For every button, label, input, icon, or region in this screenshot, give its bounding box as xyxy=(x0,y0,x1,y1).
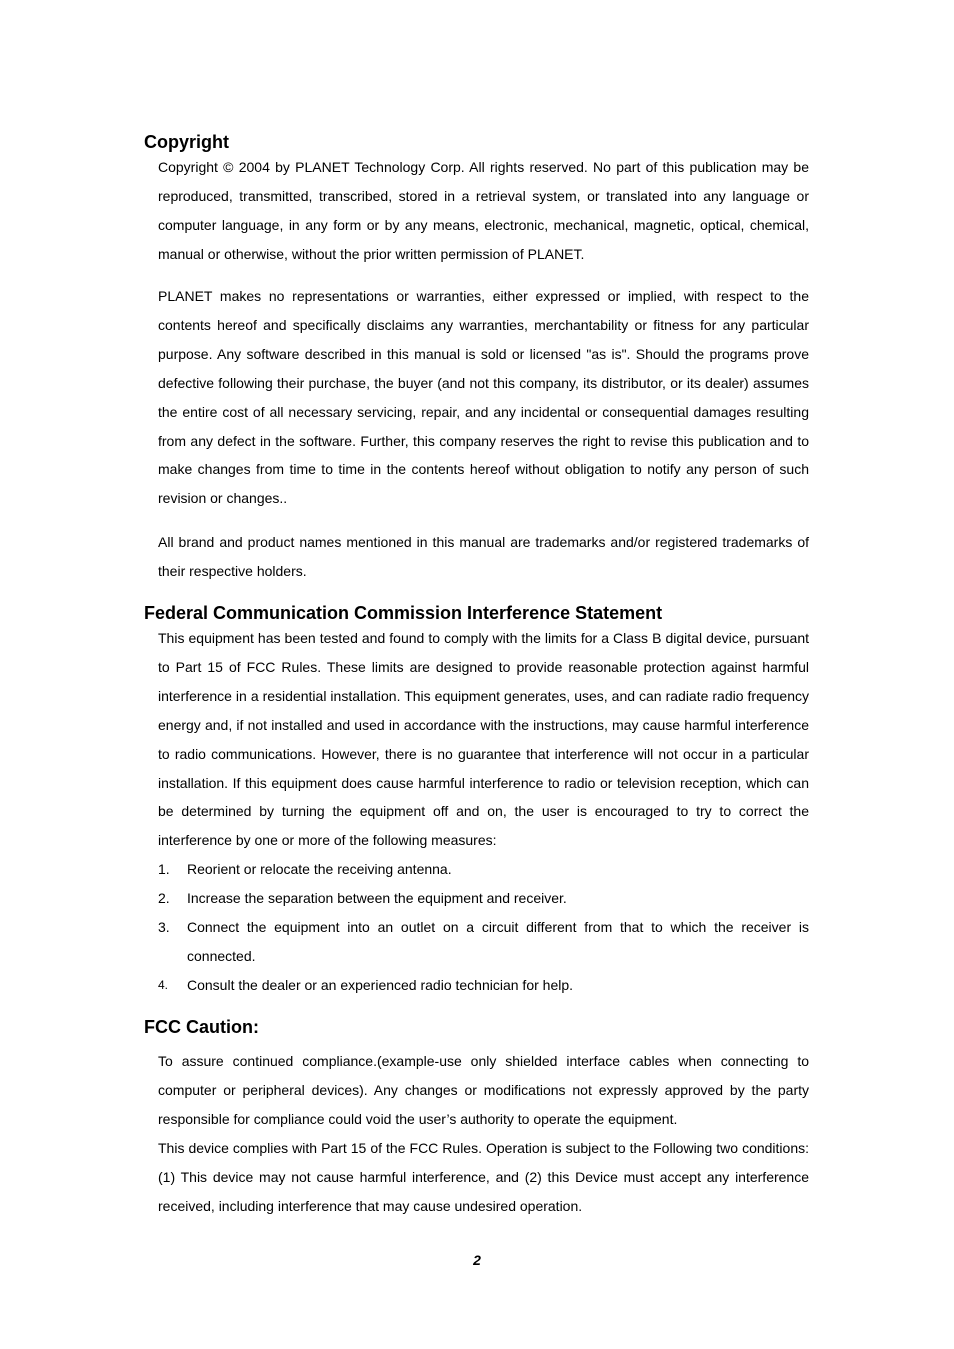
list-item xyxy=(158,971,809,1000)
list-item-number: 4. xyxy=(158,977,169,992)
list-item xyxy=(158,913,809,971)
list-item-text: Connect the equipment into an outlet on a circuit different from that to which the receiver is connected. xyxy=(187,918,809,964)
copyright-paragraph-1: Copyright © 2004 by PLANET Technology Corp. All rights reserved. No part of this publication may be reproduced, transmitted, transcribed, stored in a retrieval system, or translated into any language or computer language, in any form or by any means, electronic, mechanical, magnetic, optical, chemical, manual or otherwise, without the prior written permission of PLANET. xyxy=(158,159,809,262)
copyright-paragraph-3: All brand and product names mentioned in this manual are trademarks and/or registered trademarks of their respective holders. xyxy=(158,534,809,579)
list-item-number: 1. xyxy=(158,861,170,877)
fcc-statement-heading: Federal Communication Commission Interference Statement xyxy=(144,603,663,623)
fcc-caution-paragraph-2: This device complies with Part 15 of the FCC Rules. Operation is subject to the Following two conditions: (1) This device may not cause harmful interference, and (2) this Device must accept any interference received, including interference that may cause undesired operation. xyxy=(158,1140,809,1214)
list-item-text: Increase the separation between the equipment and receiver. xyxy=(187,889,567,906)
list-item xyxy=(158,855,809,884)
list-item-text: Reorient or relocate the receiving antenna. xyxy=(187,861,452,877)
list-item-number: 2. xyxy=(158,889,170,906)
fcc-measures-list xyxy=(158,855,809,1000)
list-item-text: Consult the dealer or an experienced radio technician for help. xyxy=(187,976,574,993)
copyright-heading: Copyright xyxy=(144,132,229,152)
copyright-paragraph-2: PLANET makes no representations or warranties, either expressed or implied, with respect to the contents hereof and specifically disclaims any warranties, merchantability or fitness for any particular purpose. Any software described in this manual is sold or licensed "as is". Should the programs prove defective following their purchase, the buyer (and not this company, its distributor, or its dealer) assumes the entire cost of all necessary servicing, repair, and any incidental or consequential damages resulting from any defect in the software. Further, this company reserves the right to revise this publication and to make changes from time to time in the contents hereof without obligation to notify any person of such revision or changes.. xyxy=(158,288,809,507)
fcc-caution-paragraph-1: To assure continued compliance.(example-use only shielded interface cables when connecting to computer or peripheral devices). Any changes or modifications not expressly approved by the party responsible for compliance could void the user’s authority to operate the equipment. xyxy=(158,1053,809,1127)
fcc-caution-heading: FCC Caution: xyxy=(144,1017,259,1037)
list-item-number: 3. xyxy=(158,918,170,935)
fcc-statement-paragraph: This equipment has been tested and found to comply with the limits for a Class B digital device, pursuant to Part 15 of FCC Rules. These limits are designed to provide reasonable protection against harmful interference in a residential installation. This equipment generates, uses, and can radiate radio frequency energy and, if not installed and used in accordance with the instructions, may cause harmful interference to radio communications. However, there is no guarantee that interference will not occur in a particular installation. If this equipment does cause harmful interference to radio or television reception, which can be determined by turning the equipment off and on, the user is encouraged to try to correct the interference by one or more of the following measures: xyxy=(158,630,809,849)
list-item xyxy=(158,884,809,913)
page-number: 2 xyxy=(473,1252,481,1268)
